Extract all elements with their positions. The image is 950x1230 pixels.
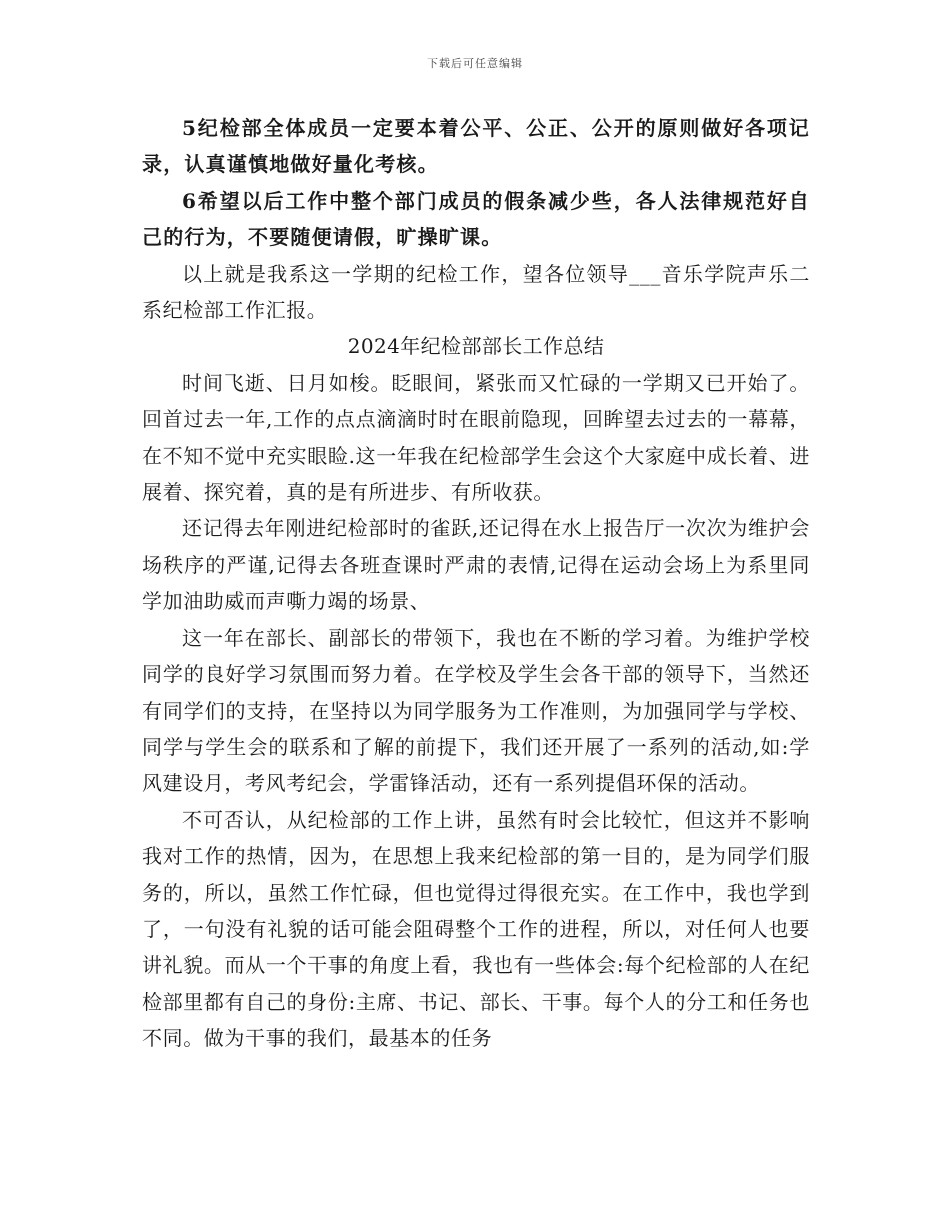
document-body bbox=[142, 110, 810, 1057]
paragraph-item-5: 5纪检部全体成员一定要本着公平、公正、公开的原则做好各项记录，认真谨慎地做好量化考核。 bbox=[142, 116, 810, 177]
paragraph-closing: 以上就是我系这一学期的纪检工作，望各位领导___音乐学院声乐二系纪检部工作汇报。 bbox=[142, 261, 810, 323]
paragraph-body-1: 时间飞逝、日月如梭。眨眼间，紧张而又忙碌的一学期又已开始了。回首过去一年,工作的点点滴滴时时在眼前隐现，回眸望去过去的一幕幕，在不知不觉中充实眼睑.这一年我在纪检部学生会这个大家庭中成长着、进展着、探究着，真的是有所进步、有所收获。 bbox=[142, 370, 810, 505]
paragraph-body-3: 这一年在部长、副部长的带领下，我也在不断的学习着。为维护学校同学的良好学习氛围而努力着。在学校及学生会各干部的领导下，当然还有同学们的支持，在坚持以为同学服务为工作准则，为加强同学与学校、同学与学生会的联系和了解的前提下，我们还开展了一系列的活动,如:学风建设月，考风考纪会，学雷锋活动，还有一系列提倡环保的活动。 bbox=[142, 625, 810, 796]
section-title: 2024年纪检部部长工作总结 bbox=[347, 334, 605, 359]
paragraph-body-2: 还记得去年刚进纪检部时的雀跃,还记得在水上报告厅一次次为维护会场秩序的严谨,记得去各班查课时严肃的表情,记得在运动会场上为系里同学加油助威而声嘶力竭的场景、 bbox=[142, 516, 810, 614]
page-header: 下载后可任意编辑 bbox=[427, 57, 523, 70]
paragraph-body-4: 不可否认，从纪检部的工作上讲，虽然有时会比较忙，但这并不影响我对工作的热情，因为，在思想上我来纪检部的第一目的，是为同学们服务的，所以，虽然工作忙碌，但也觉得过得很充实。在工作中，我也学到了，一句没有礼貌的话可能会阻碍整个工作的进程，所以，对任何人也要讲礼貌。而从一个干事的角度上看，我也有一些体会:每个纪检部的人在纪检部里都有自己的身份:主席、书记、部长、干事。每个人的分工和任务也不同。做为干事的我们，最基本的任务 bbox=[142, 807, 810, 1051]
paragraph-item-6: 6希望以后工作中整个部门成员的假条减少些，各人法律规范好自己的行为，不要随便请假，旷操旷课。 bbox=[142, 188, 810, 250]
